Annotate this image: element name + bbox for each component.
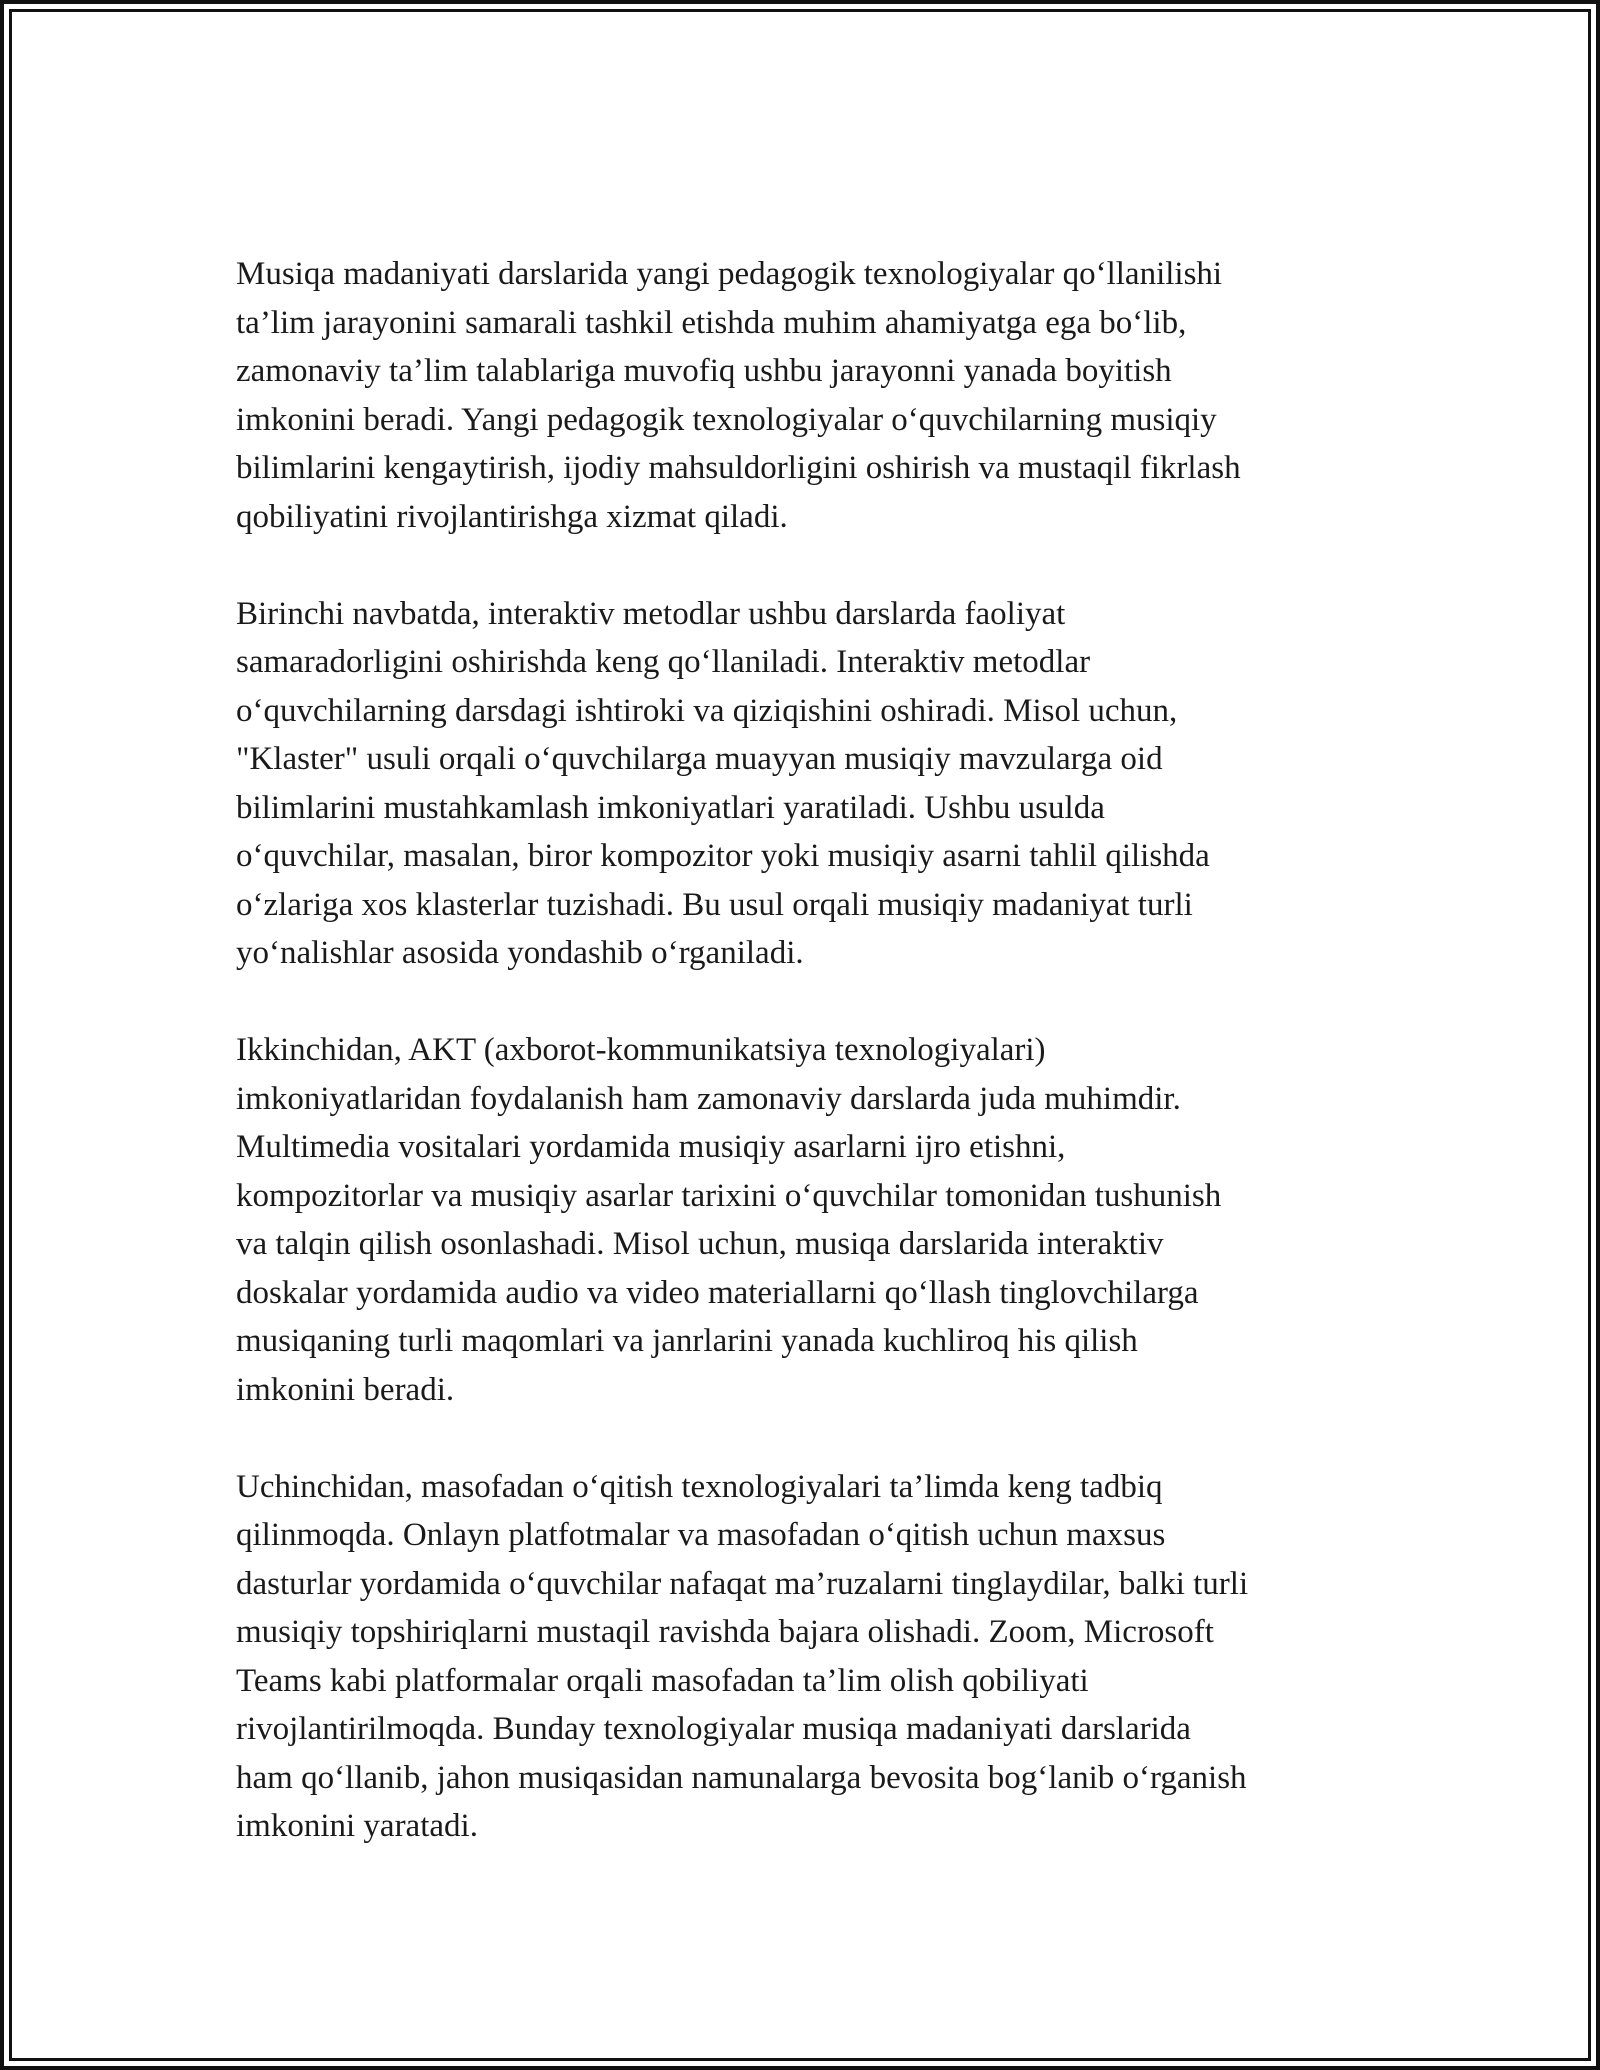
text-line: Uchinchidan, masofadan o‘qitish texnologiyalari ta’limda keng tadbiq [236, 1468, 1163, 1505]
text-line: o‘zlariga xos klasterlar tuzishadi. Bu usul orqali musiqiy madaniyat turli [236, 886, 1193, 923]
text-line: Birinchi navbatda, interaktiv metodlar ushbu darslarda faoliyat [236, 595, 1066, 632]
text-line: imkonini beradi. [236, 1371, 455, 1408]
text-line: o‘quvchilarning darsdagi ishtiroki va qiziqishini oshiradi. Misol uchun, [236, 692, 1178, 729]
text-line: bilimlarini kengaytirish, ijodiy mahsuldorligini oshirish va mustaqil fikrlash [236, 450, 1241, 486]
text-line: bilimlarini mustahkamlash imkoniyatlari yaratiladi. Ushbu usulda [236, 789, 1105, 826]
text-line: dasturlar yordamida o‘quvchilar nafaqat ma’ruzalarni tinglaydilar, balki turli [236, 1565, 1249, 1602]
text-line: va talqin qilish osonlashadi. Misol uchun, musiqa darslarida interaktiv [236, 1226, 1164, 1262]
paragraph-2 [236, 590, 1376, 978]
text-line: Ikkinchidan, AKT (axborot-kommunikatsiya texnologiyalari) [236, 1032, 1046, 1068]
text-line: samaradorligini oshirishda keng qo‘llaniladi. Interaktiv metodlar [236, 644, 1091, 680]
paragraph-4 [236, 1463, 1376, 1851]
text-line: zamonaviy ta’lim talablariga muvofiq ushbu jarayonni yanada boyitish [236, 353, 1172, 389]
text-line: Multimedia vositalari yordamida musiqiy asarlarni ijro etishni, [236, 1129, 1066, 1165]
text-line: kompozitorlar va musiqiy asarlar tarixini o‘quvchilar tomonidan tushunish [236, 1177, 1222, 1214]
text-line: o‘quvchilar, masalan, biror kompozitor yoki musiqiy asarni tahlil qilishda [236, 838, 1210, 874]
text-line: qilinmoqda. Onlayn platfotmalar va masofadan o‘qitish uchun maxsus [236, 1517, 1166, 1553]
text-line: Teams kabi platformalar orqali masofadan ta’lim olish qobiliyati [236, 1662, 1089, 1699]
document-body [236, 250, 1376, 1899]
text-line: imkonini yaratadi. [236, 1808, 478, 1844]
text-line: ham qo‘llanib, jahon musiqasidan namunalarga bevosita bog‘lanib o‘rganish [236, 1759, 1247, 1796]
paragraph-1 [236, 250, 1376, 541]
text-line: "Klaster" usuli orqali o‘quvchilarga muayyan musiqiy mavzularga oid [236, 741, 1163, 777]
paragraph-3 [236, 1026, 1376, 1414]
text-line: musiqaning turli maqomlari va janrlarini yanada kuchliroq his qilish [236, 1323, 1138, 1359]
text-line: musiqiy topshiriqlarni mustaqil ravishda bajara olishadi. Zoom, Microsoft [236, 1614, 1214, 1650]
text-line: rivojlantirilmoqda. Bunday texnologiyalar musiqa madaniyati darslarida [236, 1711, 1191, 1747]
text-line: qobiliyatini rivojlantirishga xizmat qiladi. [236, 498, 788, 535]
text-line: ta’lim jarayonini samarali tashkil etishda muhim ahamiyatga ega bo‘lib, [236, 304, 1187, 341]
text-line: Musiqa madaniyati darslarida yangi pedagogik texnologiyalar qo‘llanilishi [236, 256, 1223, 292]
text-line: imkoniyatlaridan foydalanish ham zamonaviy darslarda juda muhimdir. [236, 1080, 1181, 1117]
text-line: doskalar yordamida audio va video materiallarni qo‘llash tinglovchilarga [236, 1274, 1199, 1311]
text-line: imkonini beradi. Yangi pedagogik texnologiyalar o‘quvchilarning musiqiy [236, 401, 1217, 438]
text-line: yo‘nalishlar asosida yondashib o‘rganiladi. [236, 935, 804, 971]
